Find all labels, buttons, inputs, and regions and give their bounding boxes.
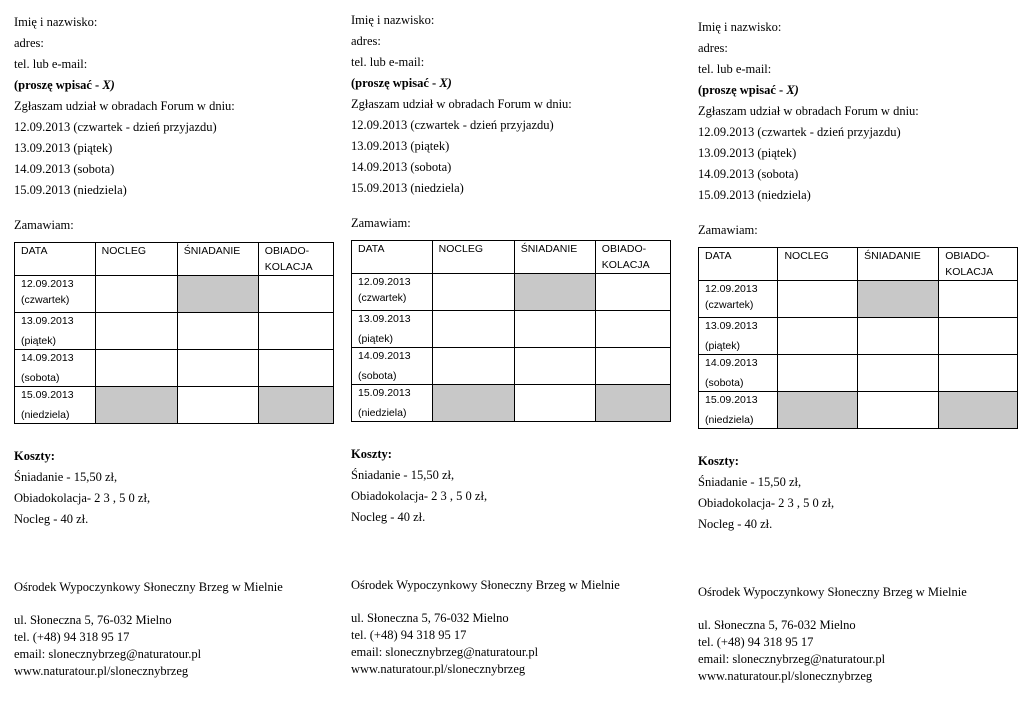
obiadokolacja-cell[interactable]: [595, 311, 670, 348]
table-row: [699, 281, 1018, 318]
sniadanie-cell[interactable]: [858, 355, 939, 392]
cost-item: Nocleg - 40 zł.: [14, 512, 89, 526]
attendance-date: 15.09.2013 (niedziela): [351, 181, 464, 195]
venue-phone: tel. (+48) 94 318 95 17: [351, 628, 467, 642]
date-cell: [699, 281, 778, 318]
instruction-bold: (proszę wpisać -: [14, 78, 103, 92]
venue-name: Ośrodek Wypoczynkowy Słoneczny Brzeg w Mielnie: [698, 585, 967, 599]
table-header-cell: OBIADO- KOLACJA: [595, 241, 670, 274]
cost-item: Obiadokolacja- 2 3 , 5 0 zł,: [351, 489, 488, 503]
date-cell-day: (piątek): [358, 333, 394, 345]
date-cell: [15, 313, 96, 350]
instruction-bold: (proszę wpisać -: [698, 83, 787, 97]
date-cell-day: (czwartek): [358, 292, 407, 304]
cost-item: Śniadanie - 15,50 zł,: [698, 475, 802, 489]
attendance-date: 13.09.2013 (piątek): [698, 146, 797, 160]
venue-website: www.naturatour.pl/slonecznybrzeg: [14, 664, 189, 678]
obiadokolacja-cell: [939, 392, 1018, 429]
attendance-date: 12.09.2013 (czwartek - dzień przyjazdu): [698, 125, 901, 139]
costs-title: Koszty:: [351, 447, 392, 461]
table-header-cell: DATA: [15, 243, 96, 276]
order-label: Zamawiam:: [351, 216, 411, 230]
nocleg-cell[interactable]: [432, 274, 514, 311]
nocleg-cell[interactable]: [95, 276, 177, 313]
attendance-intro: Zgłaszam udział w obradach Forum w dniu:: [14, 99, 235, 113]
date-cell-date: 14.09.2013: [21, 352, 74, 364]
sniadanie-cell[interactable]: [514, 348, 595, 385]
date-cell-date: 13.09.2013: [705, 320, 758, 332]
date-cell-day: (czwartek): [705, 299, 754, 311]
instruction-text: [14, 75, 334, 96]
date-cell: [15, 276, 96, 313]
sniadanie-cell[interactable]: [858, 318, 939, 355]
venue-website: www.naturatour.pl/slonecznybrzeg: [698, 669, 873, 683]
order-table-header: [15, 243, 334, 276]
date-cell-date: 15.09.2013: [21, 389, 74, 401]
table-header-cell: OBIADO- KOLACJA: [939, 248, 1018, 281]
order-label: Zamawiam:: [698, 223, 758, 237]
attendance-date: 14.09.2013 (sobota): [14, 162, 115, 176]
table-header-cell: DATA: [352, 241, 433, 274]
name-label: Imię i nazwisko:: [351, 13, 435, 27]
address-label: adres:: [698, 41, 728, 55]
date-cell-day: (niedziela): [705, 414, 754, 426]
table-header-cell: OBIADO- KOLACJA: [258, 243, 333, 276]
attendance-date: 14.09.2013 (sobota): [698, 167, 799, 181]
date-cell: [15, 350, 96, 387]
instruction-bold: (proszę wpisać -: [351, 76, 440, 90]
costs-list: [698, 472, 1018, 535]
table-header-cell: NOCLEG: [432, 241, 514, 274]
attendance-intro: Zgłaszam udział w obradach Forum w dniu:: [698, 104, 919, 118]
date-cell: [352, 348, 433, 385]
venue-contact: [351, 610, 671, 678]
table-header-cell: ŚNIADANIE: [514, 241, 595, 274]
cost-item: Nocleg - 40 zł.: [351, 510, 426, 524]
obiadokolacja-cell[interactable]: [939, 281, 1018, 318]
table-row: [699, 392, 1018, 429]
obiadokolacja-cell[interactable]: [939, 355, 1018, 392]
cost-item: Śniadanie - 15,50 zł,: [14, 470, 118, 484]
name-label: Imię i nazwisko:: [14, 15, 98, 29]
date-cell-date: 13.09.2013: [21, 315, 74, 327]
instruction-italic: X): [439, 76, 452, 90]
nocleg-cell[interactable]: [432, 348, 514, 385]
table-header-cell: ŚNIADANIE: [858, 248, 939, 281]
nocleg-cell[interactable]: [778, 281, 858, 318]
sniadanie-cell[interactable]: [858, 392, 939, 429]
date-cell-date: 15.09.2013: [358, 387, 411, 399]
instruction-italic: X): [786, 83, 799, 97]
table-row: [15, 350, 334, 387]
nocleg-cell[interactable]: [778, 318, 858, 355]
venue-name: Ośrodek Wypoczynkowy Słoneczny Brzeg w Mielnie: [14, 580, 283, 594]
cost-item: Nocleg - 40 zł.: [698, 517, 773, 531]
order-table: [351, 240, 671, 422]
venue-name: Ośrodek Wypoczynkowy Słoneczny Brzeg w Mielnie: [351, 578, 620, 592]
cost-item: Śniadanie - 15,50 zł,: [351, 468, 455, 482]
obiadokolacja-cell[interactable]: [939, 318, 1018, 355]
date-cell: [352, 274, 433, 311]
order-table: [698, 247, 1018, 429]
attendance-dates: [14, 117, 334, 201]
table-row: [352, 274, 671, 311]
nocleg-cell[interactable]: [778, 355, 858, 392]
sniadanie-cell[interactable]: [514, 311, 595, 348]
attendance-date: 12.09.2013 (czwartek - dzień przyjazdu): [351, 118, 554, 132]
venue-phone: tel. (+48) 94 318 95 17: [698, 635, 814, 649]
instruction-text: [698, 80, 1018, 101]
nocleg-cell: [432, 385, 514, 422]
attendance-date: 15.09.2013 (niedziela): [14, 183, 127, 197]
venue-phone: tel. (+48) 94 318 95 17: [14, 630, 130, 644]
order-table-header: [352, 241, 671, 274]
name-label: Imię i nazwisko:: [698, 20, 782, 34]
registration-form-column-3: [698, 17, 1018, 685]
order-table: [14, 242, 334, 424]
date-cell: [352, 311, 433, 348]
sniadanie-cell[interactable]: [177, 387, 258, 424]
attendance-date: 14.09.2013 (sobota): [351, 160, 452, 174]
address-label: adres:: [351, 34, 381, 48]
date-cell: [15, 387, 96, 424]
address-label: adres:: [14, 36, 44, 50]
obiadokolacja-cell[interactable]: [258, 350, 333, 387]
date-cell-date: 14.09.2013: [358, 350, 411, 362]
sniadanie-cell: [514, 274, 595, 311]
table-row: [699, 355, 1018, 392]
date-cell: [699, 318, 778, 355]
venue-contact: [14, 612, 334, 680]
date-cell-day: (sobota): [705, 377, 744, 389]
costs-title: Koszty:: [14, 449, 55, 463]
date-cell-date: 13.09.2013: [358, 313, 411, 325]
date-cell-date: 12.09.2013: [21, 278, 74, 290]
venue-street: ul. Słoneczna 5, 76-032 Mielno: [698, 618, 856, 632]
sniadanie-cell: [858, 281, 939, 318]
order-label: Zamawiam:: [14, 218, 74, 232]
table-header-cell: NOCLEG: [95, 243, 177, 276]
date-cell-day: (piątek): [21, 335, 57, 347]
table-row: [15, 276, 334, 313]
venue-website: www.naturatour.pl/slonecznybrzeg: [351, 662, 526, 676]
venue-street: ul. Słoneczna 5, 76-032 Mielno: [14, 613, 172, 627]
table-row: [15, 313, 334, 350]
table-row: [699, 318, 1018, 355]
date-cell-date: 14.09.2013: [705, 357, 758, 369]
attendance-dates: [698, 122, 1018, 206]
date-cell-day: (sobota): [358, 370, 397, 382]
attendance-date: 13.09.2013 (piątek): [14, 141, 113, 155]
cost-item: Obiadokolacja- 2 3 , 5 0 zł,: [698, 496, 835, 510]
venue-email: email: slonecznybrzeg@naturatour.pl: [351, 645, 539, 659]
obiadokolacja-cell[interactable]: [258, 313, 333, 350]
date-cell-day: (piątek): [705, 340, 741, 352]
date-cell-day: (sobota): [21, 372, 60, 384]
attendance-dates: [351, 115, 671, 199]
date-cell-day: (niedziela): [358, 407, 407, 419]
order-table-header: [699, 248, 1018, 281]
date-cell: [699, 355, 778, 392]
costs-list: [351, 465, 671, 528]
venue-contact: [698, 617, 1018, 685]
nocleg-cell[interactable]: [95, 350, 177, 387]
sniadanie-cell[interactable]: [177, 313, 258, 350]
obiadokolacja-cell[interactable]: [595, 348, 670, 385]
registration-form-column-1: [14, 12, 334, 680]
instruction-text: [351, 73, 671, 94]
nocleg-cell[interactable]: [432, 311, 514, 348]
attendance-date: 12.09.2013 (czwartek - dzień przyjazdu): [14, 120, 217, 134]
attendance-date: 15.09.2013 (niedziela): [698, 188, 811, 202]
date-cell-date: 12.09.2013: [358, 276, 411, 288]
nocleg-cell[interactable]: [95, 313, 177, 350]
nocleg-cell: [95, 387, 177, 424]
date-cell-day: (czwartek): [21, 294, 70, 306]
contact-label: tel. lub e-mail:: [14, 57, 88, 71]
sniadanie-cell[interactable]: [514, 385, 595, 422]
sniadanie-cell: [177, 276, 258, 313]
nocleg-cell: [778, 392, 858, 429]
venue-email: email: slonecznybrzeg@naturatour.pl: [14, 647, 202, 661]
costs-title: Koszty:: [698, 454, 739, 468]
costs-list: [14, 467, 334, 530]
cost-item: Obiadokolacja- 2 3 , 5 0 zł,: [14, 491, 151, 505]
table-row: [352, 348, 671, 385]
obiadokolacja-cell[interactable]: [258, 276, 333, 313]
sniadanie-cell[interactable]: [177, 350, 258, 387]
registration-form-column-2: [351, 10, 671, 678]
date-cell: [699, 392, 778, 429]
obiadokolacja-cell: [595, 385, 670, 422]
date-cell-date: 15.09.2013: [705, 394, 758, 406]
date-cell: [352, 385, 433, 422]
contact-label: tel. lub e-mail:: [351, 55, 425, 69]
date-cell-day: (niedziela): [21, 409, 70, 421]
table-header-cell: ŚNIADANIE: [177, 243, 258, 276]
attendance-intro: Zgłaszam udział w obradach Forum w dniu:: [351, 97, 572, 111]
date-cell-date: 12.09.2013: [705, 283, 758, 295]
venue-email: email: slonecznybrzeg@naturatour.pl: [698, 652, 886, 666]
table-row: [15, 387, 334, 424]
contact-label: tel. lub e-mail:: [698, 62, 772, 76]
venue-street: ul. Słoneczna 5, 76-032 Mielno: [351, 611, 509, 625]
table-row: [352, 311, 671, 348]
obiadokolacja-cell: [258, 387, 333, 424]
obiadokolacja-cell[interactable]: [595, 274, 670, 311]
instruction-italic: X): [102, 78, 115, 92]
table-header-cell: NOCLEG: [778, 248, 858, 281]
table-header-cell: DATA: [699, 248, 778, 281]
table-row: [352, 385, 671, 422]
attendance-date: 13.09.2013 (piątek): [351, 139, 450, 153]
